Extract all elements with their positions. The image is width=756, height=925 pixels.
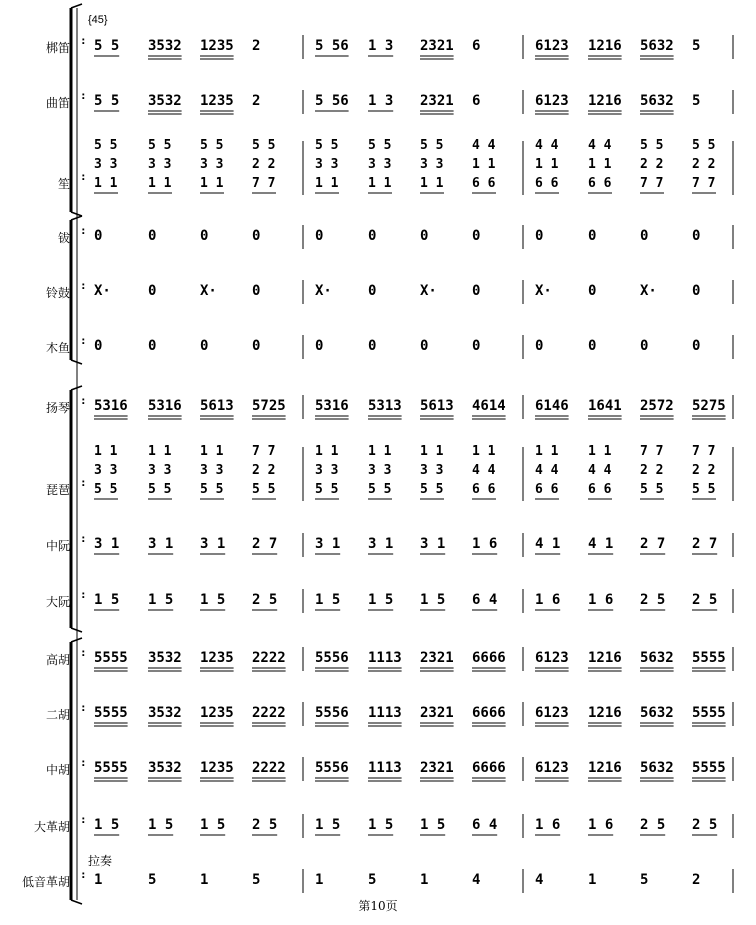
note-group: 1 6 <box>588 592 614 608</box>
note-group: 5555 <box>94 760 128 776</box>
instrument-label: 梆笛 <box>45 41 70 55</box>
note-group: 0 <box>315 228 324 244</box>
note-group: 0 <box>640 338 649 354</box>
note-group: 5 56 <box>315 93 349 109</box>
chord-note: 3 3 <box>94 463 118 478</box>
instrument-label: 二胡 <box>45 708 70 722</box>
chord-note: 2 2 <box>692 157 716 172</box>
instrument-label: 琵琶 <box>45 483 70 497</box>
note-group: 5555 <box>692 760 726 776</box>
note-group: 0 <box>472 283 481 299</box>
note-group: 3 1 <box>200 536 226 552</box>
note-group: 0 <box>535 228 544 244</box>
chord-note: 3 3 <box>315 463 339 478</box>
note-group: 5632 <box>640 705 674 721</box>
note-group: 5 <box>252 872 261 888</box>
measure-number: {45} <box>88 14 108 26</box>
note-group: 2222 <box>252 760 286 776</box>
note-group: 6123 <box>535 38 569 54</box>
note-group: 5313 <box>368 398 402 414</box>
chord-note: 7 7 <box>692 176 716 191</box>
chord-note: 2 2 <box>640 157 664 172</box>
instrument-label: 大革胡 <box>33 820 70 834</box>
chord-note: 1 1 <box>148 176 172 191</box>
chord-note: 3 3 <box>420 157 444 172</box>
instrument-label: 钹 <box>57 231 70 245</box>
note-group: 6123 <box>535 93 569 109</box>
note-group: X· <box>420 283 437 299</box>
note-group: 1 <box>200 872 209 888</box>
note-group: 6 4 <box>472 817 498 833</box>
note-group: 3532 <box>148 650 182 666</box>
bracket-winds-top <box>71 4 82 8</box>
repeat-dots: : <box>80 756 87 769</box>
chord-note: 5 5 <box>420 482 444 497</box>
note-group: 0 <box>692 228 701 244</box>
chord-note: 3 3 <box>94 157 118 172</box>
chord-note: 3 3 <box>368 157 392 172</box>
note-group: 2222 <box>252 650 286 666</box>
instrument-label: 铃鼓 <box>45 286 70 300</box>
note-group: 2 <box>252 93 261 109</box>
chord-note: 5 5 <box>640 138 664 153</box>
note-group: 5 5 <box>94 38 120 54</box>
note-group: 2 5 <box>640 817 666 833</box>
repeat-dots: : <box>80 89 87 102</box>
chord-note: 5 5 <box>692 482 716 497</box>
chord-note: 5 5 <box>200 138 224 153</box>
note-group: 2 7 <box>640 536 666 552</box>
note-group: 1 <box>420 872 429 888</box>
repeat-dots: : <box>80 476 87 489</box>
tempo-mark: 拉奏 <box>88 854 113 868</box>
note-group: 2222 <box>252 705 286 721</box>
instrument-label: 笙 <box>57 177 70 191</box>
note-group: 2 5 <box>252 592 278 608</box>
repeat-dots: : <box>80 394 87 407</box>
note-group: 6 <box>472 93 481 109</box>
note-group: 6123 <box>535 705 569 721</box>
note-group: 0 <box>252 283 261 299</box>
chord-note: 2 2 <box>640 463 664 478</box>
note-group: 4 1 <box>535 536 561 552</box>
chord-note: 5 5 <box>368 482 392 497</box>
chord-note: 4 4 <box>535 463 559 478</box>
note-group: 2 5 <box>692 817 718 833</box>
note-group: 5 56 <box>315 38 349 54</box>
note-group: 1113 <box>368 650 402 666</box>
note-group: 1216 <box>588 760 622 776</box>
note-group: 1641 <box>588 398 622 414</box>
note-group: 0 <box>692 283 701 299</box>
note-group: 0 <box>472 338 481 354</box>
note-group: 0 <box>368 228 377 244</box>
note-group: 5 5 <box>94 93 120 109</box>
note-group: 1113 <box>368 760 402 776</box>
note-group: 5 <box>692 38 701 54</box>
note-group: 1235 <box>200 93 234 109</box>
chord-note: 5 5 <box>315 482 339 497</box>
note-group: 5613 <box>420 398 454 414</box>
chord-note: 5 5 <box>94 138 118 153</box>
note-group: 1113 <box>368 705 402 721</box>
chord-note: 1 1 <box>200 176 224 191</box>
note-group: X· <box>200 283 217 299</box>
note-group: 0 <box>200 338 209 354</box>
note-group: 5632 <box>640 760 674 776</box>
chord-note: 5 5 <box>368 138 392 153</box>
chord-note: 3 3 <box>368 463 392 478</box>
page-number: 第10页 <box>358 899 398 913</box>
note-group: 3532 <box>148 760 182 776</box>
chord-note: 1 1 <box>535 157 559 172</box>
note-group: 0 <box>588 283 597 299</box>
chord-note: 1 1 <box>148 444 172 459</box>
note-group: 5555 <box>94 650 128 666</box>
repeat-dots: : <box>80 701 87 714</box>
note-group: 5613 <box>200 398 234 414</box>
chord-note: 3 3 <box>315 157 339 172</box>
chord-note: 5 5 <box>252 482 276 497</box>
note-group: 0 <box>94 228 103 244</box>
note-group: 5555 <box>94 705 128 721</box>
chord-note: 7 7 <box>252 444 276 459</box>
note-group: 5275 <box>692 398 726 414</box>
chord-note: 2 2 <box>252 463 276 478</box>
note-group: 1 5 <box>368 817 394 833</box>
note-group: 4 <box>535 872 544 888</box>
instrument-label: 中阮 <box>45 539 70 553</box>
note-group: 1 5 <box>315 817 341 833</box>
note-group: 1216 <box>588 705 622 721</box>
note-group: 5556 <box>315 760 349 776</box>
note-group: 0 <box>692 338 701 354</box>
note-group: 1 6 <box>535 592 561 608</box>
repeat-dots: : <box>80 813 87 826</box>
instrument-label: 中胡 <box>45 763 70 777</box>
note-group: 6123 <box>535 650 569 666</box>
note-group: 3 1 <box>315 536 341 552</box>
note-group: 0 <box>148 338 157 354</box>
note-group: 2 5 <box>640 592 666 608</box>
note-group: 4 <box>472 872 481 888</box>
note-group: 6 <box>472 38 481 54</box>
note-group: 6 4 <box>472 592 498 608</box>
note-group: 1 <box>315 872 324 888</box>
note-group: 5555 <box>692 705 726 721</box>
chord-note: 4 4 <box>535 138 559 153</box>
note-group: 0 <box>252 228 261 244</box>
note-group: 2 5 <box>252 817 278 833</box>
note-group: 5316 <box>94 398 128 414</box>
note-group: 4614 <box>472 398 506 414</box>
note-group: 5725 <box>252 398 286 414</box>
note-group: 1 5 <box>94 592 120 608</box>
note-group: X· <box>640 283 657 299</box>
note-group: 6123 <box>535 760 569 776</box>
chord-note: 1 1 <box>588 444 612 459</box>
note-group: 5632 <box>640 38 674 54</box>
chord-note: 1 1 <box>368 444 392 459</box>
chord-note: 5 5 <box>252 138 276 153</box>
note-group: X· <box>315 283 332 299</box>
note-group: 2 5 <box>692 592 718 608</box>
note-group: 1216 <box>588 650 622 666</box>
note-group: 1235 <box>200 650 234 666</box>
note-group: 1 5 <box>148 817 174 833</box>
note-group: 0 <box>588 338 597 354</box>
chord-note: 1 1 <box>315 176 339 191</box>
chord-note: 6 6 <box>472 482 496 497</box>
note-group: 1 <box>94 872 103 888</box>
chord-note: 5 5 <box>148 482 172 497</box>
note-group: 2 <box>692 872 701 888</box>
note-group: 1216 <box>588 93 622 109</box>
chord-note: 1 1 <box>315 444 339 459</box>
note-group: 2 7 <box>252 536 278 552</box>
note-group: 2 <box>252 38 261 54</box>
chord-note: 4 4 <box>472 138 496 153</box>
note-group: 4 1 <box>588 536 614 552</box>
note-group: 6666 <box>472 705 506 721</box>
repeat-dots: : <box>80 334 87 347</box>
note-group: 0 <box>315 338 324 354</box>
chord-note: 6 6 <box>588 176 612 191</box>
note-group: 0 <box>588 228 597 244</box>
note-group: 5316 <box>315 398 349 414</box>
note-group: 6666 <box>472 760 506 776</box>
note-group: 3 1 <box>420 536 446 552</box>
chord-note: 1 1 <box>368 176 392 191</box>
note-group: 1 6 <box>588 817 614 833</box>
chord-note: 1 1 <box>200 444 224 459</box>
chord-note: 7 7 <box>640 176 664 191</box>
note-group: 0 <box>472 228 481 244</box>
note-group: 5316 <box>148 398 182 414</box>
note-group: 0 <box>368 338 377 354</box>
note-group: 2321 <box>420 93 454 109</box>
note-group: 1216 <box>588 38 622 54</box>
instrument-label: 扬琴 <box>45 401 70 415</box>
note-group: 1235 <box>200 38 234 54</box>
chord-note: 1 1 <box>420 444 444 459</box>
note-group: 0 <box>535 338 544 354</box>
repeat-dots: : <box>80 279 87 292</box>
chord-note: 3 3 <box>148 463 172 478</box>
bracket-bowed-bottom <box>71 900 82 904</box>
note-group: 1 5 <box>315 592 341 608</box>
note-group: 5556 <box>315 650 349 666</box>
note-group: 2321 <box>420 38 454 54</box>
note-group: 1 5 <box>200 817 226 833</box>
chord-note: 1 1 <box>94 176 118 191</box>
instrument-label: 高胡 <box>45 653 70 667</box>
chord-note: 6 6 <box>535 176 559 191</box>
instrument-label: 曲笛 <box>45 96 70 110</box>
repeat-dots: : <box>80 170 87 183</box>
note-group: 6146 <box>535 398 569 414</box>
repeat-dots: : <box>80 224 87 237</box>
note-group: 1235 <box>200 760 234 776</box>
note-group: 0 <box>368 283 377 299</box>
note-group: 2321 <box>420 760 454 776</box>
chord-note: 4 4 <box>588 138 612 153</box>
repeat-dots: : <box>80 532 87 545</box>
note-group: 3532 <box>148 705 182 721</box>
chord-note: 1 1 <box>94 444 118 459</box>
chord-note: 6 6 <box>535 482 559 497</box>
instrument-label: 大阮 <box>45 595 70 609</box>
note-group: 1 5 <box>420 817 446 833</box>
note-group: 0 <box>420 338 429 354</box>
note-group: 5 <box>640 872 649 888</box>
chord-note: 4 4 <box>472 463 496 478</box>
note-group: 0 <box>420 228 429 244</box>
chord-note: 7 7 <box>252 176 276 191</box>
repeat-dots: : <box>80 868 87 881</box>
note-group: 5 <box>368 872 377 888</box>
chord-note: 6 6 <box>472 176 496 191</box>
note-group: 5556 <box>315 705 349 721</box>
chord-note: 6 6 <box>588 482 612 497</box>
repeat-dots: : <box>80 646 87 659</box>
chord-note: 7 7 <box>692 444 716 459</box>
note-group: 5632 <box>640 650 674 666</box>
chord-note: 1 1 <box>472 157 496 172</box>
note-group: 6666 <box>472 650 506 666</box>
note-group: 2572 <box>640 398 674 414</box>
note-group: 1235 <box>200 705 234 721</box>
chord-note: 2 2 <box>252 157 276 172</box>
note-group: 1 5 <box>94 817 120 833</box>
chord-note: 4 4 <box>588 463 612 478</box>
chord-note: 7 7 <box>640 444 664 459</box>
chord-note: 5 5 <box>420 138 444 153</box>
chord-note: 5 5 <box>148 138 172 153</box>
chord-note: 3 3 <box>420 463 444 478</box>
note-group: 1 5 <box>368 592 394 608</box>
note-group: 0 <box>148 283 157 299</box>
note-group: 0 <box>148 228 157 244</box>
note-group: 5632 <box>640 93 674 109</box>
note-group: 3532 <box>148 38 182 54</box>
note-group: X· <box>535 283 552 299</box>
chord-note: 5 5 <box>94 482 118 497</box>
note-group: 0 <box>200 228 209 244</box>
chord-note: 1 1 <box>535 444 559 459</box>
note-group: 1 6 <box>535 817 561 833</box>
note-group: 1 3 <box>368 38 394 54</box>
note-group: 0 <box>94 338 103 354</box>
note-group: 3 1 <box>368 536 394 552</box>
chord-note: 5 5 <box>640 482 664 497</box>
instrument-label: 低音革胡 <box>21 875 70 889</box>
chord-note: 1 1 <box>472 444 496 459</box>
note-group: 1 6 <box>472 536 498 552</box>
repeat-dots: : <box>80 588 87 601</box>
chord-note: 3 3 <box>200 157 224 172</box>
note-group: 3532 <box>148 93 182 109</box>
chord-note: 5 5 <box>315 138 339 153</box>
note-group: 1 5 <box>200 592 226 608</box>
note-group: 5 <box>692 93 701 109</box>
note-group: 3 1 <box>148 536 174 552</box>
note-group: 1 3 <box>368 93 394 109</box>
instrument-label: 木鱼 <box>45 341 70 355</box>
chord-note: 3 3 <box>200 463 224 478</box>
note-group: 3 1 <box>94 536 120 552</box>
note-group: 5 <box>148 872 157 888</box>
note-group: 5555 <box>692 650 726 666</box>
note-group: 0 <box>252 338 261 354</box>
chord-note: 2 2 <box>692 463 716 478</box>
note-group: 1 <box>588 872 597 888</box>
chord-note: 5 5 <box>692 138 716 153</box>
note-group: 0 <box>640 228 649 244</box>
note-group: 2321 <box>420 705 454 721</box>
note-group: 2321 <box>420 650 454 666</box>
note-group: 1 5 <box>420 592 446 608</box>
chord-note: 5 5 <box>200 482 224 497</box>
chord-note: 1 1 <box>588 157 612 172</box>
chord-note: 3 3 <box>148 157 172 172</box>
chord-note: 1 1 <box>420 176 444 191</box>
repeat-dots: : <box>80 34 87 47</box>
note-group: 1 5 <box>148 592 174 608</box>
note-group: X· <box>94 283 111 299</box>
note-group: 2 7 <box>692 536 718 552</box>
